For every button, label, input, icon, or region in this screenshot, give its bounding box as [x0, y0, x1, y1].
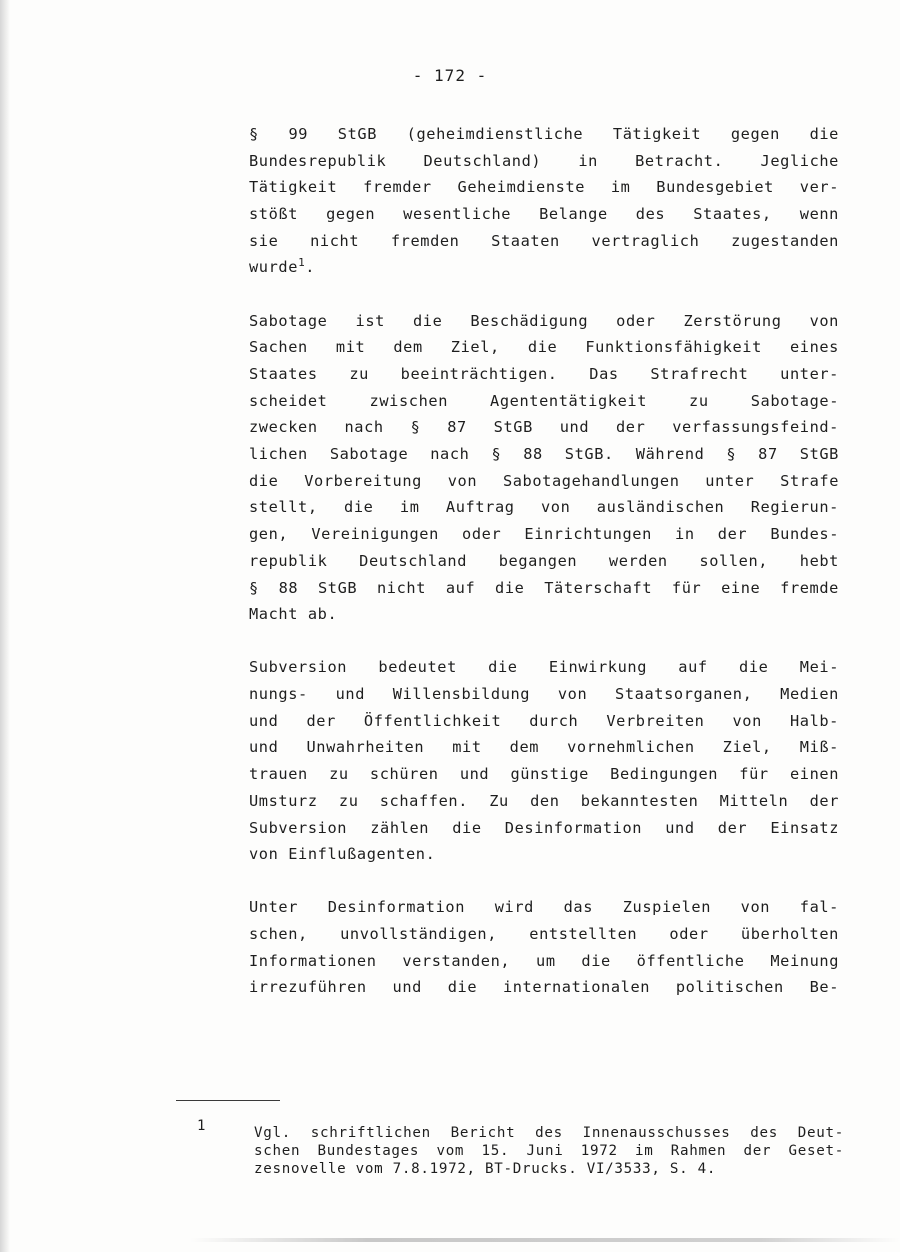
text-line: die Vorbereitung von Sabotagehandlungen unter Strafe [249, 471, 839, 490]
footnote-number: 1 [197, 1118, 206, 1134]
paragraph-sabotage [249, 308, 839, 628]
text-line-last: von Einflußagenten. [249, 845, 436, 864]
page-number: - 172 - [412, 66, 488, 85]
text-line: republik Deutschland begangen werden sollen, hebt [249, 551, 839, 570]
text-fragment: . [305, 258, 316, 277]
footnote-text [254, 1124, 844, 1178]
text-line: Unter Desinformation wird das Zuspielen von fal- [249, 898, 839, 917]
text-line: Subversion zählen die Desinformation und der Einsatz [249, 818, 839, 837]
text-fragment: wurde [249, 258, 299, 277]
text-line: Subversion bedeutet die Einwirkung auf die Mei- [249, 658, 839, 677]
footnote-line: schen Bundestages vom 15. Juni 1972 im Rahmen der Geset- [254, 1143, 844, 1159]
text-line: lichen Sabotage nach § 88 StGB. Während § 87 StGB [249, 445, 839, 464]
footnote-reference: 1 [298, 256, 306, 270]
text-line: Staates zu beeinträchtigen. Das Strafrecht unter- [249, 365, 839, 383]
text-line: Sabotage ist die Beschädigung oder Zerstörung von [249, 311, 839, 330]
text-line: Tätigkeit fremder Geheimdienste im Bundesgebiet ver- [249, 178, 839, 197]
text-line: und der Öffentlichkeit durch Verbreiten von Halb- [249, 711, 839, 730]
text-line: stellt, die im Auftrag von ausländischen Regierun- [249, 498, 839, 517]
text-line: sie nicht fremden Staaten vertraglich zugestanden [249, 231, 839, 250]
text-line: scheidet zwischen Agententätigkeit zu Sabotage- [249, 391, 839, 410]
text-line: Informationen verstanden, um die öffentliche Meinung [249, 951, 839, 970]
paragraph-desinformation [249, 894, 839, 1001]
page-edge-shadow [0, 0, 10, 1252]
text-line: schen, unvollständigen, entstellten oder überholten [249, 925, 839, 944]
body-text [249, 121, 839, 1028]
text-line: gen, Vereinigungen oder Einrichtungen in der Bundes- [249, 525, 839, 544]
text-line: § 88 StGB nicht auf die Täterschaft für eine fremde [249, 578, 839, 597]
footnote-line-last: zesnovelle vom 7.8.1972, BT-Drucks. VI/3533, S. 4. [254, 1161, 717, 1177]
text-line: Sachen mit dem Ziel, die Funktionsfähigkeit eines [249, 338, 839, 357]
text-line: § 99 StGB (geheimdienstliche Tätigkeit gegen die [249, 125, 839, 143]
text-line-last [249, 254, 839, 281]
footnote-line: Vgl. schriftlichen Bericht des Innenausschusses des Deut- [254, 1125, 844, 1141]
text-line: Umsturz zu schaffen. Zu den bekanntesten Mitteln der [249, 791, 839, 810]
text-line: irrezuführen und die internationalen politischen Be- [249, 978, 839, 997]
footnote-separator [176, 1100, 280, 1101]
page-bottom-edge [190, 1238, 900, 1242]
text-line: stößt gegen wesentliche Belange des Staates, wenn [249, 205, 839, 224]
paragraph-subversion [249, 654, 839, 868]
text-line: zwecken nach § 87 StGB und der verfassungsfeind- [249, 418, 839, 437]
text-line: trauen zu schüren und günstige Bedingungen für einen [249, 765, 839, 784]
text-line: und Unwahrheiten mit dem vornehmlichen Ziel, Miß- [249, 738, 839, 757]
paragraph-stgb-99 [249, 121, 839, 281]
text-line: Bundesrepublik Deutschland) in Betracht. Jegliche [249, 151, 839, 170]
text-line: nungs- und Willensbildung von Staatsorganen, Medien [249, 685, 839, 704]
text-line-last: Macht ab. [249, 605, 338, 624]
